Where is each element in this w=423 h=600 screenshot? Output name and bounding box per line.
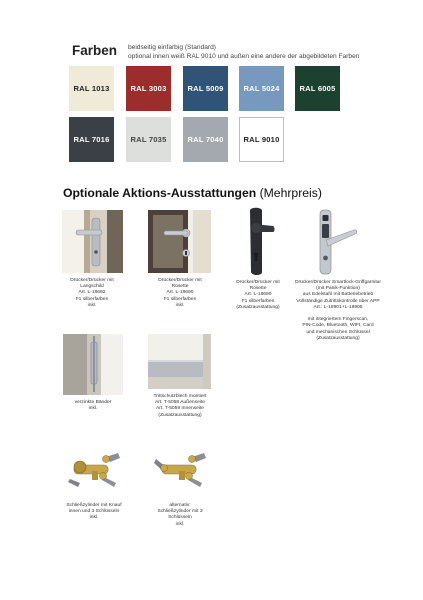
- caption-line: inkl.: [88, 406, 98, 412]
- color-swatch-ral-7035: RAL 7035: [126, 117, 171, 162]
- cylinder-knob-photo: [66, 449, 122, 491]
- caption-line: alternativ:: [169, 503, 191, 508]
- caption-line: inkl.: [87, 302, 97, 308]
- caption-line: Art. T-5058 Außenseite: [155, 400, 205, 406]
- hinges-photo: [63, 334, 123, 395]
- farben-note-line-1: beidseitig einfarbig (Standard): [128, 44, 216, 51]
- caption-line: Drücker/Drücker mit: [236, 280, 280, 285]
- caption-line: inkl.: [89, 515, 99, 521]
- caption-line: verzinkte Bänder: [74, 400, 112, 405]
- caption-line: Art. L-18690: [166, 290, 194, 296]
- caption-line: PIN-Code, Bluetooth, WIFI, Card: [302, 323, 374, 329]
- color-swatch-ral-7040: RAL 7040: [183, 117, 228, 162]
- section-title-suffix: (Mehrpreis): [256, 186, 322, 200]
- caption-line: Rosette: [171, 284, 189, 290]
- caption-line: Drücker/Drücker Smartlock-Griffgarnitur: [294, 280, 382, 285]
- caption-line: Schlüsseln: [168, 515, 192, 521]
- caption-line: F1 silberfarben: [75, 296, 109, 302]
- caption-line: innen und 3 Schlüsseln: [68, 509, 120, 515]
- color-swatch-ral-5009: RAL 5009: [183, 66, 228, 111]
- caption-line: Art. L-18692: [78, 290, 106, 296]
- item-caption: [55, 400, 131, 412]
- color-swatch-ral-5024: RAL 5024: [239, 66, 284, 111]
- caption-line: Drücker/Drücker mit: [158, 278, 202, 283]
- farben-note: [128, 44, 359, 61]
- item-caption: [140, 394, 220, 419]
- caption-line: aus Edelstahl mit Batteriebetrieb: [302, 292, 374, 298]
- caption-line: F1 silberfarben: [163, 296, 197, 302]
- farben-title: Farben: [72, 43, 118, 58]
- caption-line: Rosette: [249, 286, 267, 292]
- caption-line: Trittschutzblech montiert: [153, 394, 207, 399]
- section-title: [63, 186, 322, 200]
- caption-line: Vollständige Zutrittskontrolle über APP: [296, 298, 380, 304]
- smartlock-photo: [314, 206, 360, 278]
- caption-line: und mechanischen Schlüssel: [306, 329, 370, 335]
- caption-line: (Zusatzausstattung): [316, 335, 360, 341]
- caption-line: Art.: L-18901+L-18905: [313, 304, 363, 310]
- item-caption: [54, 503, 134, 522]
- caption-line: inkl.: [175, 521, 185, 527]
- color-swatch-ral-9010: RAL 9010: [239, 117, 284, 162]
- item-caption: [220, 280, 296, 311]
- section-title-bold: Optionale Aktions-Ausstattungen: [63, 186, 257, 200]
- caption-line: Schließzylinder mit Knauf: [66, 503, 122, 508]
- item-caption: [52, 278, 132, 309]
- caption-line: inkl.: [175, 302, 185, 308]
- item-caption: [288, 280, 388, 342]
- caption-line: (Zusatzausstattung): [158, 412, 202, 418]
- caption-line: Schließzylinder mit 3: [157, 509, 203, 515]
- caption-line: mit integriertem Fingerscan,: [307, 317, 369, 323]
- kick-plate-photo: [148, 334, 211, 389]
- caption-line: Drücker/Drücker mit: [70, 278, 114, 283]
- black-handle-photo: [240, 206, 276, 278]
- caption-line: Art. T-5059 Innenseite: [155, 406, 205, 412]
- color-swatch-ral-7016: RAL 7016: [69, 117, 114, 162]
- caption-line: Langschild: [80, 284, 104, 290]
- item-caption: [140, 278, 220, 309]
- handle-long-plate-photo: [62, 210, 123, 273]
- farben-note-line-2: optional innen weiß RAL 9010 und außen eine andere der abgebildeten Farben: [128, 52, 360, 60]
- cylinder-keys-photo: [152, 449, 208, 491]
- color-swatch-ral-6005: RAL 6005: [295, 66, 340, 111]
- color-swatch-ral-1013: RAL 1013: [69, 66, 114, 111]
- color-swatch-ral-3003: RAL 3003: [126, 66, 171, 111]
- caption-line: (Zusatzausstattung): [236, 304, 280, 310]
- caption-line: Art. L-18690: [244, 292, 272, 298]
- item-caption: [140, 503, 220, 528]
- caption-line: (mit Panik-Funktion): [316, 286, 360, 292]
- handle-rosette-photo: [148, 210, 211, 273]
- caption-line: F1 silberfarben: [241, 298, 275, 304]
